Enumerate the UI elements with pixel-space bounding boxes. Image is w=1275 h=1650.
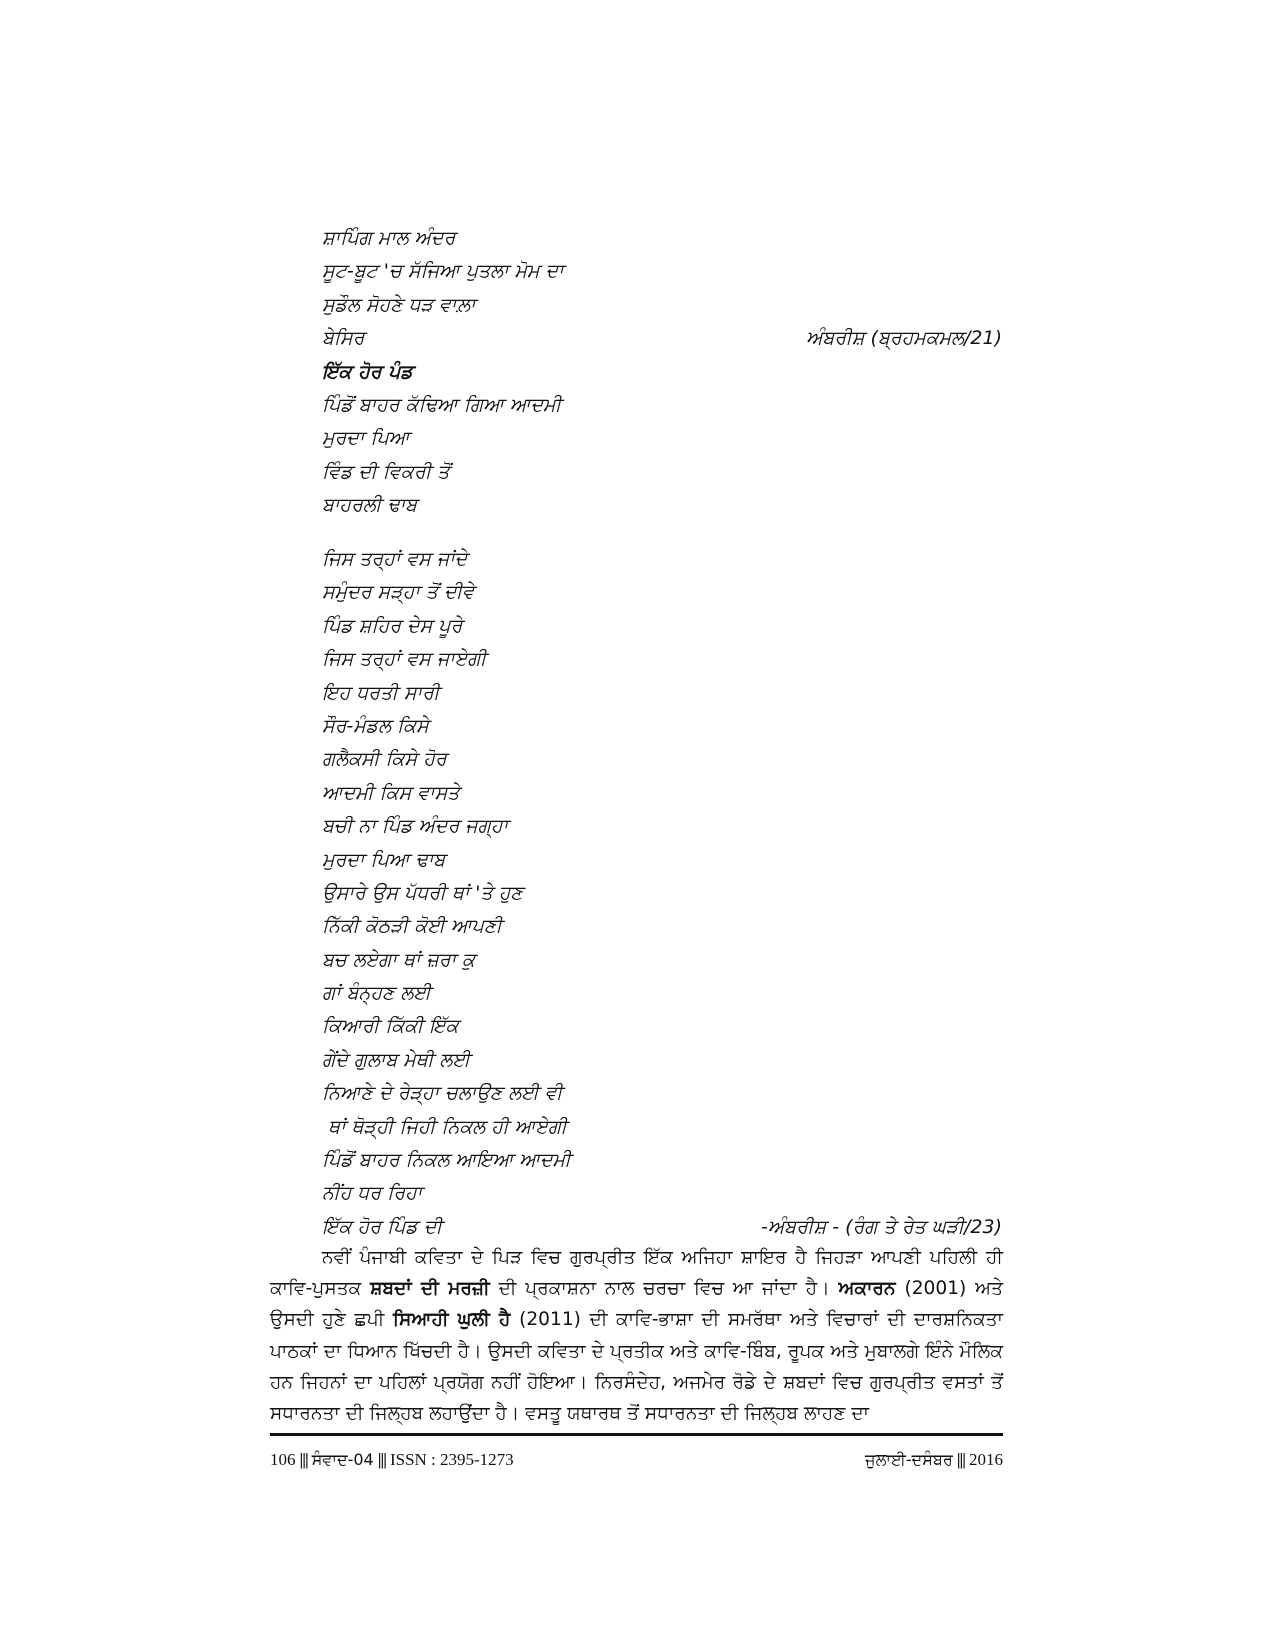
book-title-3: ਸਿਆਹੀ ਘੁਲੀ ਹੈ xyxy=(392,1309,511,1331)
text-run: ਦੀ ਪ੍ਰਕਾਸ਼ਨਾ ਨਾਲ ਚਰਚਾ ਵਿਚ ਆ ਜਾਂਦਾ ਹੈ। xyxy=(489,1278,839,1300)
poem-attribution: -ਅੰਬਰੀਸ਼ - (ਰੰਗ ਤੇ ਰੇਤ ਘੜੀ/23) xyxy=(760,1215,1002,1238)
poem-line: ਗੇਂਦੇ ਗੁਲਾਬ ਮੇਥੀ ਲਈ xyxy=(322,1048,471,1071)
poem-attribution: ਅੰਬਰੀਸ਼ (ਬ੍ਰਹਮਕਮਲ/21) xyxy=(806,327,1002,350)
poem-line: ਨੀਂਹ ਧਰ ਰਿਹਾ xyxy=(322,1182,423,1205)
text-run: ਨਵੀਂ ਪੰਜਾਬੀ ਕਵਿਤਾ ਦੇ ਪਿੜ ਵਿਚ ਗੁਰਪ੍ਰੀਤ ਇੱਕ ਅਜਿਹਾ ਸ਼ਾਇਰ ਹੈ ਜਿਹੜਾ ਆਪਣੀ ਪਹਿਲੀ ਹੀ ਕਾਵਿ-ਪੁਸਤਕ xyxy=(270,1247,1003,1300)
separator-bars: ||| xyxy=(377,1450,386,1469)
issue-year: 2016 xyxy=(969,1450,1003,1469)
poem-line: ਨਿਆਣੇ ਦੇ ਰੇੜ੍ਹਾ ਚਲਾਉਣ ਲਈ ਵੀ xyxy=(322,1082,563,1105)
poem-line: ਸ਼ਾਪਿੰਗ ਮਾਲ ਅੰਦਰ xyxy=(322,227,456,249)
poem-block-2 xyxy=(322,543,1002,1244)
poem-line: ਸੌਰ-ਮੰਡਲ ਕਿਸੇ xyxy=(322,714,429,737)
poem-line: ਇਹ ਧਰਤੀ ਸਾਰੀ xyxy=(322,681,440,704)
poem-line: ਸੁਡੌਲ ਸੋਹਣੇ ਧੜ ਵਾਲ਼ਾ xyxy=(322,293,476,316)
poem-line: ਮੁਰਦਾ ਪਿਆ ਢਾਬ xyxy=(322,848,446,871)
poem-line: ਬਚੀ ਨਾ ਪਿੰਡ ਅੰਦਰ ਜਗ੍ਹਾ xyxy=(322,815,509,838)
poem-title: ਇੱਕ ਹੋਰ ਪੰਡ xyxy=(322,360,413,383)
poem-line: ਪਿੰਡੋਂ ਬਾਹਰ ਨਿਕਲ ਆਇਆ ਆਦਮੀ xyxy=(322,1149,571,1172)
journal-name: ਸੰਵਾਦ-04 xyxy=(311,1450,374,1469)
poem-line: ਬਚ ਲਏਗਾ ਥਾਂ ਜ਼ਰਾ ਕੁ xyxy=(322,948,475,971)
poem-line: ਪਿੰਡ ਸ਼ਹਿਰ ਦੇਸ ਪੂਰੇ xyxy=(322,614,463,637)
poem-line xyxy=(322,1211,1002,1244)
footer-rule xyxy=(270,1433,1003,1436)
book-title-1: ਸ਼ਬਦਾਂ ਦੀ ਮਰਜ਼ੀ xyxy=(370,1278,490,1300)
poem-line-text: ਬੇਸਿਰ xyxy=(322,327,365,350)
poem-line: ਸਮੁੰਦਰ ਸੜ੍ਹਾ ਤੋਂ ਦੀਵੇ xyxy=(322,581,475,604)
page-number: 106 xyxy=(270,1450,296,1469)
separator-bars: ||| xyxy=(956,1450,965,1469)
poem-line: ਜਿਸ ਤਰ੍ਹਾਂ ਵਸ ਜਾਂਦੇ xyxy=(322,548,468,570)
poem-line: ਸੂਟ-ਬੂਟ 'ਚ ਸੱਜਿਆ ਪੁਤਲਾ ਮੋਮ ਦਾ xyxy=(322,260,564,283)
poem-line: ਜਿਸ ਤਰ੍ਹਾਂ ਵਸ ਜਾਏਗੀ xyxy=(322,648,487,671)
poem-line xyxy=(322,322,1002,355)
poem-line: ਥਾਂ ਥੋੜ੍ਹੀ ਜਿਹੀ ਨਿਕਲ ਹੀ ਆਏਗੀ xyxy=(322,1115,567,1138)
poem-block-1 xyxy=(322,222,1002,523)
poem-line: ਬਾਹਰਲੀ ਢਾਬ xyxy=(322,494,418,517)
poem-line: ਨਿੱਕੀ ਕੋਠੜੀ ਕੋਈ ਆਪਣੀ xyxy=(322,915,502,938)
separator-bars: ||| xyxy=(299,1450,308,1469)
paragraph-text xyxy=(270,1242,1003,1429)
poem-line-text: ਇੱਕ ਹੋਰ ਪਿੰਡ ਦੀ xyxy=(322,1215,443,1238)
poem-line: ਆਦਮੀ ਕਿਸ ਵਾਸਤੇ xyxy=(322,781,460,804)
issn: ISSN : 2395-1273 xyxy=(389,1450,514,1469)
footer-right xyxy=(865,1446,1003,1474)
poem-line: ਉਸਾਰੇ ਉਸ ਪੱਧਰੀ ਥਾਂ 'ਤੇ ਹੁਣ xyxy=(322,881,523,904)
book-title-2: ਅਕਾਰਨ xyxy=(838,1278,896,1300)
poem-line: ਗਾਂ ਬੰਨ੍ਹਣ ਲਈ xyxy=(322,982,431,1005)
body-paragraph xyxy=(270,1242,1003,1429)
poem-line: ਪਿੰਡੋਂ ਬਾਹਰ ਕੱਢਿਆ ਗਿਆ ਆਦਮੀ xyxy=(322,393,562,416)
poem-line: ਵਿੰਡ ਦੀ ਵਿਕਰੀ ਤੋਂ xyxy=(322,460,450,483)
page-footer xyxy=(270,1446,1003,1474)
poem-line: ਮੁਰਦਾ ਪਿਆ xyxy=(322,427,410,450)
issue-period: ਜੁਲਾਈ-ਦਸੰਬਰ xyxy=(865,1450,953,1469)
text-run: (2001) ਅਤੇ ਉਸਦੀ ਹੁਣੇ ਛਪੀ xyxy=(270,1278,1003,1331)
poem-line: ਗਲੈਕਸੀ ਕਿਸੇ ਹੋਰ xyxy=(322,748,447,771)
footer-left xyxy=(270,1446,514,1474)
poem-line: ਕਿਆਰੀ ਕਿੱਕੀ ਇੱਕ xyxy=(322,1015,459,1038)
text-run: (2011) ਦੀ ਕਾਵਿ-ਭਾਸ਼ਾ ਦੀ ਸਮਰੱਥਾ ਅਤੇ ਵਿਚਾਰਾਂ ਦੀ ਦਾਰਸ਼ਨਿਕਤਾ ਪਾਠਕਾਂ ਦਾ ਧਿਆਨ ਖਿੱਚਦੀ ਹੈ। ਉਸਦੀ ਕਵਿਤਾ ਦੇ ਪ੍ਰਤੀਕ ਅਤੇ ਕਾਵਿ-ਬਿੰਬ, ਰੂਪਕ ਅਤੇ ਮੁਬਾਲਗੇ ਇੰਨੇ ਮੌਲਿਕ ਹਨ ਜਿਹਨਾਂ ਦਾ ਪਹਿਲਾਂ ਪ੍ਰਯੋਗ ਨਹੀਂ ਹੋਇਆ। ਨਿਰਸੰਦੇਹ, ਅਜਮੇਰ ਰੋਡੇ ਦੇ ਸ਼ਬਦਾਂ ਵਿਚ ਗੁਰਪ੍ਰੀਤ ਵਸਤਾਂ ਤੋਂ ਸਧਾਰਨਤਾ ਦੀ ਜਿਲ੍ਹਬ ਲਹਾਉਂਦਾ ਹੈ। ਵਸਤੂ ਯਥਾਰਥ ਤੋਂ ਸਧਾਰਨਤਾ ਦੀ ਜਿਲ੍ਹਬ ਲਾਹਣ ਦਾ xyxy=(270,1309,1003,1425)
